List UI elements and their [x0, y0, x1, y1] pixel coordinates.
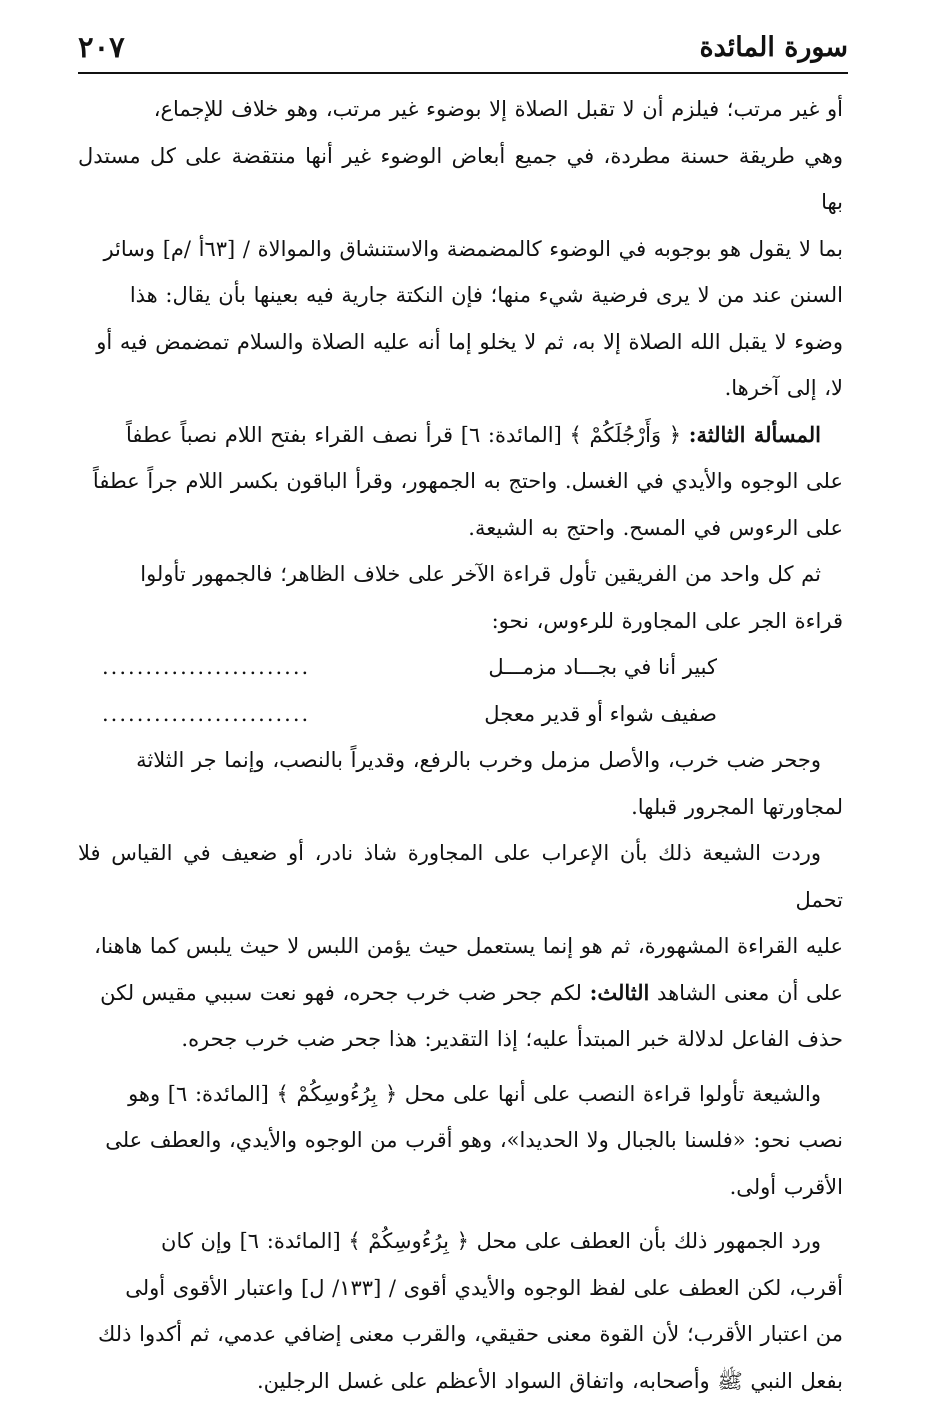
issue-heading: المسألة الثالثة: [689, 422, 821, 447]
page-number: ٢٠٧ [78, 30, 125, 64]
text-run: على أن معنى الشاهد [657, 981, 843, 1005]
text-line: على الرءوس في المسح. واحتج به الشيعة. [78, 505, 843, 552]
text-line: الأقرب أولى. [78, 1164, 843, 1211]
text-line: أقرب، لكن العطف على لفظ الوجوه والأيدي أقوى / [١٣٣/ ل] واعتبار الأقوى أولى [78, 1265, 843, 1312]
text-line: وهي طريقة حسنة مطردة، في جميع أبعاض الوضوء غير أنها منتقضة على كل مستدل بها [78, 133, 843, 226]
paragraph-3 [78, 551, 843, 644]
text-line: السنن عند من لا يرى فرضية شيء منها؛ فإن النكتة جارية فيه بعينها بأن يقال: هذا [78, 272, 843, 319]
poetry-verse [78, 644, 843, 737]
text-line: ثم كل واحد من الفريقين تأول قراءة الآخر على خلاف الظاهر؛ فالجمهور تأولوا [78, 551, 843, 598]
text-line [78, 412, 843, 459]
text-line: لمجاورتها المجرور قبلها. [78, 784, 843, 831]
text-line: وجحر ضب خرب، والأصل مزمل وخرب بالرفع، وقديراً بالنصب، وإنما جر الثلاثة [78, 737, 843, 784]
text-line: وضوء لا يقبل الله الصلاة إلا به، ثم لا يخلو إما أنه عليه الصلاة والسلام تمضمض فيه أو [78, 319, 843, 366]
paragraph-4 [78, 737, 843, 830]
text-line: والشيعة تأولوا قراءة النصب على أنها على محل ﴿ بِرُءُوسِكُمْ ﴾ [المائدة: ٦] وهو [78, 1071, 843, 1118]
text-line: وردت الشيعة ذلك بأن الإعراب على المجاورة شاذ نادر، أو ضعيف في القياس فلا تحمل [78, 830, 843, 923]
paragraph-7 [78, 1218, 843, 1404]
text-line: نصب نحو: «فلسنا بالجبال ولا الحديدا»، وهو أقرب من الوجوه والأيدي، والعطف على [78, 1117, 843, 1164]
text-run: ﴿ وَأَرْجُلَكُمْ ﴾ [المائدة: ٦] قرأ نصف القراء بفتح اللام نصباً عطفاً [126, 423, 681, 447]
verse-line [78, 644, 843, 691]
text-line: بفعل النبي ﷺ وأصحابه، واتفاق السواد الأعظم على غسل الرجلين. [78, 1358, 843, 1404]
text-line: قراءة الجر على المجاورة للرءوس، نحو: [78, 598, 843, 645]
paragraph-5 [78, 830, 843, 1063]
paragraph-6 [78, 1071, 843, 1211]
text-run: لكم جحر ضب خرب جحره، فهو نعت سببي مقيس لكن [100, 981, 582, 1005]
text-line [78, 970, 843, 1017]
text-line: أو غير مرتب؛ فيلزم أن لا تقبل الصلاة إلا بوضوء غير مرتب، وهو خلاف للإجماع، [78, 86, 843, 133]
text-line: من اعتبار الأقرب؛ لأن القوة معنى حقيقي، والقرب معنى إضافي عدمي، ثم أكدوا ذلك [78, 1311, 843, 1358]
text-line: ورد الجمهور ذلك بأن العطف على محل ﴿ بِرُءُوسِكُمْ ﴾ [المائدة: ٦] وإن كان [78, 1218, 843, 1265]
verse-ellipsis: ........................ [102, 644, 310, 691]
paragraph-1 [78, 86, 843, 412]
bold-term: الثالث: [590, 980, 650, 1005]
surah-title: سورة المائدة [699, 32, 848, 63]
text-line: لا، إلى آخرها. [78, 365, 843, 412]
verse-hemistich: صفيف شواء أو قدير معجل [484, 691, 717, 738]
page-header [78, 28, 848, 74]
text-line: عليه القراءة المشهورة، ثم هو إنما يستعمل حيث يؤمن اللبس لا حيث يلبس كما هاهنا، [78, 923, 843, 970]
verse-ellipsis: ........................ [102, 691, 310, 738]
verse-hemistich: كبير أنا في بجـــاد مزمـــل [488, 644, 717, 691]
text-line: بما لا يقول هو بوجوبه في الوضوء كالمضمضة والاستنشاق والموالاة / [٦٣أ /م] وسائر [78, 226, 843, 273]
text-line: حذف الفاعل لدلالة خبر المبتدأ عليه؛ إذا التقدير: هذا جحر ضب خرب جحره. [78, 1016, 843, 1063]
paragraph-2 [78, 412, 843, 552]
text-line: على الوجوه والأيدي في الغسل. واحتج به الجمهور، وقرأ الباقون بكسر اللام جراً عطفاً [78, 458, 843, 505]
verse-line [78, 691, 843, 738]
page-body [78, 86, 843, 1404]
